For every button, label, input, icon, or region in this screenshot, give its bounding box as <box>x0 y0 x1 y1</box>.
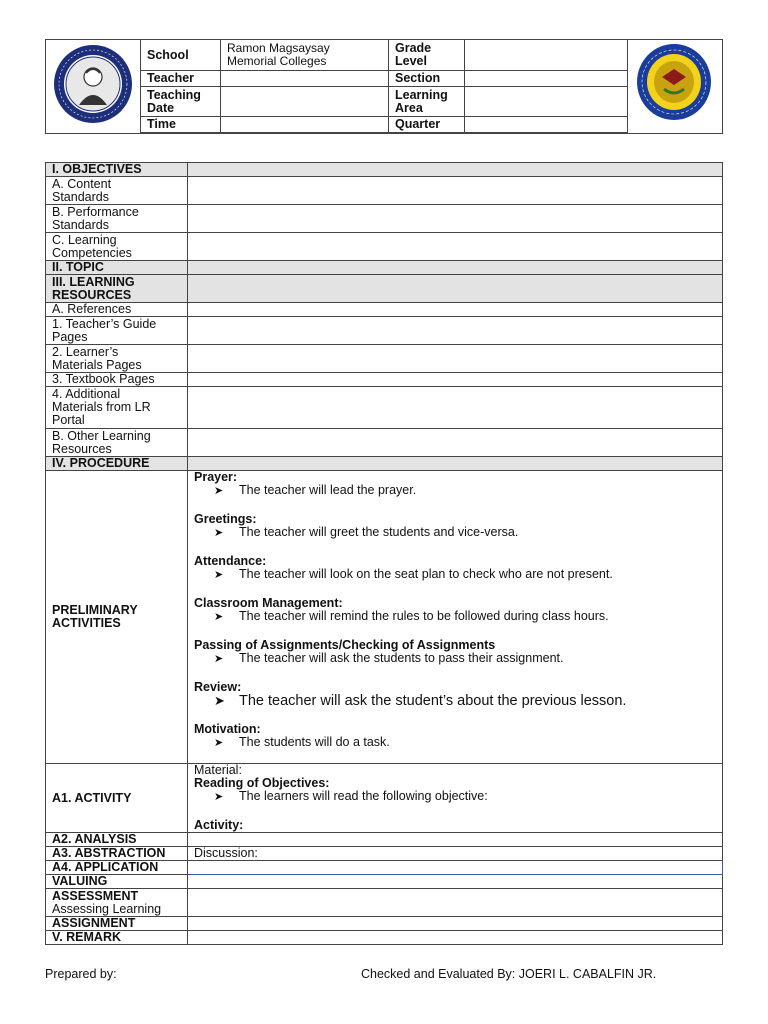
procedure-heading: IV. PROCEDURE <box>46 457 188 471</box>
learning-area-label: Learning Area <box>389 87 465 117</box>
time-value[interactable] <box>221 117 389 133</box>
section-value[interactable] <box>465 71 628 87</box>
references-value[interactable] <box>188 303 723 317</box>
list-item: ➤ The teacher will ask the student’s about the previous lesson. <box>214 693 627 709</box>
a2-analysis-value[interactable] <box>188 833 723 847</box>
a4-application-value[interactable] <box>188 861 723 875</box>
table-row <box>46 764 723 833</box>
arrow-bullet-icon: ➤ <box>214 737 224 749</box>
header-table <box>140 39 628 133</box>
list-item: ➤ The teacher will ask the students to pass their assignment. <box>214 651 564 665</box>
motivation-heading: Motivation: <box>194 722 261 736</box>
arrow-bullet-icon: ➤ <box>214 527 224 539</box>
teaching-date-label: Teaching Date <box>141 87 221 117</box>
learning-competencies-label: C. Learning Competencies <box>46 233 188 261</box>
table-row <box>46 917 723 931</box>
objectives-heading: I. OBJECTIVES <box>46 163 188 177</box>
passing-assignments-heading: Passing of Assignments/Checking of Assignments <box>194 638 496 652</box>
assignment-value[interactable] <box>188 917 723 931</box>
table-row <box>46 373 723 387</box>
a3-abstraction-label: A3. ABSTRACTION <box>46 847 188 861</box>
teachers-guide-label: 1. Teacher’s Guide Pages <box>46 317 188 345</box>
teachers-guide-value[interactable] <box>188 317 723 345</box>
a1-activity-label: A1. ACTIVITY <box>46 764 188 833</box>
table-row <box>46 177 723 205</box>
table-row <box>46 261 723 275</box>
teacher-label: Teacher <box>141 71 221 87</box>
content-standards-value[interactable] <box>188 177 723 205</box>
teaching-date-value[interactable] <box>221 87 389 117</box>
table-row <box>46 847 723 861</box>
arrow-bullet-icon: ➤ <box>214 791 224 803</box>
attendance-heading: Attendance: <box>194 554 267 568</box>
table-row <box>46 931 723 945</box>
school-label: School <box>141 40 221 71</box>
preliminary-activities-label: PRELIMINARY ACTIVITIES <box>46 471 188 764</box>
textbook-pages-value[interactable] <box>188 373 723 387</box>
assessment-label: ASSESSMENT Assessing Learning <box>46 889 188 917</box>
remark-label: V. REMARK <box>46 931 188 945</box>
references-label: A. References <box>46 303 188 317</box>
valuing-value[interactable] <box>188 875 723 889</box>
teacher-value[interactable] <box>221 71 389 87</box>
table-row <box>46 457 723 471</box>
prepared-by: Prepared by: <box>45 967 117 981</box>
table-row <box>46 275 723 303</box>
arrow-bullet-icon: ➤ <box>214 485 224 497</box>
performance-standards-value[interactable] <box>188 205 723 233</box>
additional-materials-label: 4. Additional Materials from LR Portal <box>46 387 188 429</box>
arrow-bullet-icon: ➤ <box>214 693 225 708</box>
table-row <box>46 205 723 233</box>
grade-level-label: Grade Level <box>389 40 465 71</box>
learning-competencies-value[interactable] <box>188 233 723 261</box>
school-seal-logo <box>52 43 134 125</box>
discussion-text: Discussion: <box>188 847 723 861</box>
assessment-value[interactable] <box>188 889 723 917</box>
header-block <box>45 39 723 134</box>
table-row <box>46 345 723 373</box>
additional-materials-value[interactable] <box>188 387 723 429</box>
table-row <box>46 861 723 875</box>
classroom-management-heading: Classroom Management: <box>194 596 343 610</box>
preliminary-activities-content <box>188 471 723 764</box>
learning-resources-heading: III. LEARNING RESOURCES <box>46 275 188 303</box>
learners-materials-value[interactable] <box>188 345 723 373</box>
list-item: ➤ The teacher will greet the students and vice-versa. <box>214 525 519 539</box>
learners-materials-label: 2. Learner’s Materials Pages <box>46 345 188 373</box>
table-row <box>46 387 723 429</box>
valuing-label: VALUING <box>46 875 188 889</box>
greetings-heading: Greetings: <box>194 512 257 526</box>
list-item: ➤ The teacher will lead the prayer. <box>214 483 417 497</box>
material-label: Material: <box>194 763 242 777</box>
table-row <box>46 833 723 847</box>
remark-value[interactable] <box>188 931 723 945</box>
other-resources-label: B. Other Learning Resources <box>46 429 188 457</box>
table-row <box>46 429 723 457</box>
arrow-bullet-icon: ➤ <box>214 611 224 623</box>
table-row <box>46 875 723 889</box>
performance-standards-label: B. Performance Standards <box>46 205 188 233</box>
table-row <box>46 317 723 345</box>
a4-application-label: A4. APPLICATION <box>46 861 188 875</box>
other-resources-value[interactable] <box>188 429 723 457</box>
table-row <box>46 471 723 764</box>
arrow-bullet-icon: ➤ <box>214 569 224 581</box>
checked-evaluated-by: Checked and Evaluated By: JOERI L. CABALFIN JR. <box>361 967 657 981</box>
list-item: ➤ The teacher will look on the seat plan to check who are not present. <box>214 567 613 581</box>
textbook-pages-label: 3. Textbook Pages <box>46 373 188 387</box>
activity-heading: Activity: <box>194 818 244 832</box>
table-row <box>46 163 723 177</box>
a1-activity-content <box>188 764 723 833</box>
reading-objectives-heading: Reading of Objectives: <box>194 776 330 790</box>
time-label: Time <box>141 117 221 133</box>
arrow-bullet-icon: ➤ <box>214 653 224 665</box>
learning-area-value[interactable] <box>465 87 628 117</box>
quarter-label: Quarter <box>389 117 465 133</box>
table-row <box>46 889 723 917</box>
list-item: ➤ The learners will read the following objective: <box>214 789 488 803</box>
quarter-value[interactable] <box>465 117 628 133</box>
teacher-education-program-logo <box>636 43 712 121</box>
assignment-label: ASSIGNMENT <box>46 917 188 931</box>
prayer-heading: Prayer: <box>194 470 238 484</box>
list-item: ➤ The teacher will remind the rules to be followed during class hours. <box>214 609 609 623</box>
content-standards-label: A. Content Standards <box>46 177 188 205</box>
topic-heading: II. TOPIC <box>46 261 188 275</box>
a2-analysis-label: A2. ANALYSIS <box>46 833 188 847</box>
school-value: Ramon Magsaysay Memorial Colleges <box>221 40 389 71</box>
table-row <box>46 303 723 317</box>
table-row <box>46 233 723 261</box>
section-label: Section <box>389 71 465 87</box>
lesson-plan-table <box>45 162 723 945</box>
grade-level-value[interactable] <box>465 40 628 71</box>
review-heading: Review: <box>194 680 242 694</box>
list-item: ➤ The students will do a task. <box>214 735 390 749</box>
